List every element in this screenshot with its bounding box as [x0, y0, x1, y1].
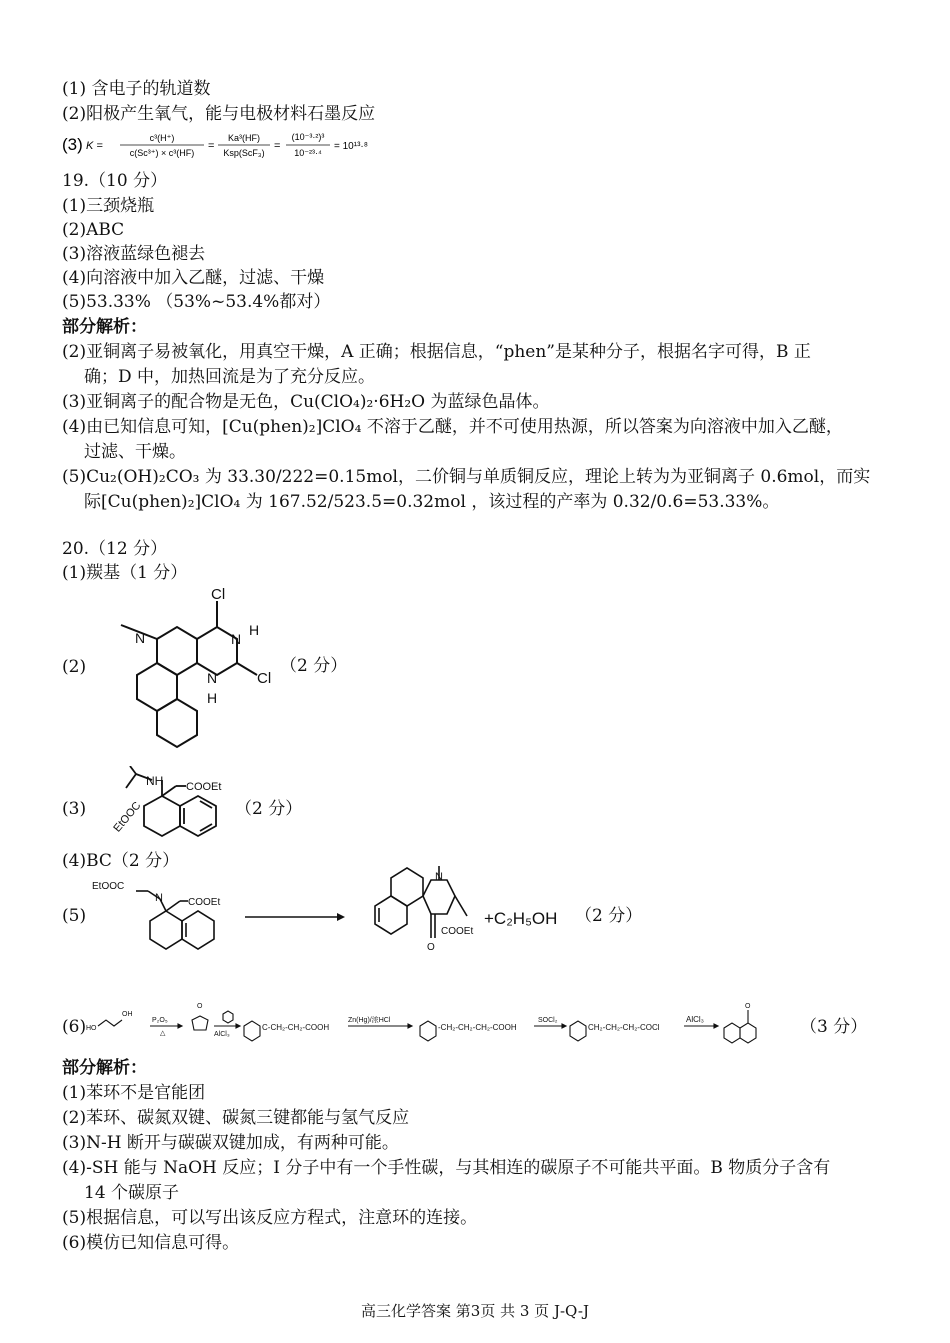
q20-a2-cl-right: Cl — [257, 670, 272, 687]
q20-explain-6: (6)模仿已知信息可得。 — [62, 1233, 240, 1253]
svg-text:=: = — [274, 140, 281, 152]
q20-answer-5-reactant — [92, 877, 232, 961]
q20-a6-int1: C-CH₂-CH₂-COOH — [262, 1023, 330, 1032]
q20-answer-2-label: (2) — [62, 657, 87, 677]
q18-frac2-num: Ka³(HF) — [228, 133, 260, 143]
q20-a6-r4: SOCl₂ — [538, 1017, 558, 1024]
q20-answer-3-structure — [92, 766, 232, 850]
q18-result: = 10¹³·⁸ — [334, 141, 368, 152]
q20-answer-6-route — [86, 998, 786, 1052]
q20-a3-etooc: EtOOC — [111, 799, 144, 835]
q20-a6-int3: CH₂-CH₂-CH₂-COCl — [588, 1023, 660, 1032]
q18-frac3-num: (10⁻³·²)³ — [291, 132, 325, 142]
q18-item2: (2)阳极产生氧气，能与电极材料石墨反应 — [62, 104, 376, 124]
q20-answer-5-score: （2 分） — [575, 906, 643, 926]
q19-heading: 19.（10 分） — [62, 171, 168, 191]
q20-explain-2: (2)苯环、碳氮双键、碳氮三键都能与氢气反应 — [62, 1108, 410, 1128]
q20-answer-5-arrow — [245, 908, 345, 927]
q19-answer-4: (4)向溶液中加入乙醚，过滤、干燥 — [62, 268, 325, 288]
q20-answer-4: (4)BC（2 分） — [62, 851, 180, 871]
q20-a5-cooet: COOEt — [188, 897, 221, 908]
q20-a2-n-left: N — [135, 630, 146, 646]
q20-a5-prod-cooet: COOEt — [441, 926, 474, 937]
q20-answer-5-ethanol: +C₂H₅OH — [484, 909, 558, 928]
q19-explain-4-line1: (4)由已知信息可知，[Cu(phen)₂]ClO₄ 不溶于乙醚，并不可使用热源，所以答案为向溶液中加入乙醚， — [62, 417, 843, 437]
q19-explain-2-line2: 确；D 中，加热回流是为了充分反应。 — [84, 367, 376, 387]
q20-a3-cooet: COOEt — [186, 781, 222, 793]
q19-answer-2: (2)ABC — [62, 220, 125, 240]
q20-a6-r2: AlCl₃ — [214, 1031, 230, 1038]
q20-a2-h-right: H — [249, 622, 260, 638]
q20-answer-6-score: （3 分） — [800, 1017, 868, 1037]
q20-a6-ho: HO — [86, 1025, 97, 1032]
q20-a6-r3: Zn(Hg)/浓HCl — [348, 1017, 391, 1024]
q20-explain-1: (1)苯环不是官能团 — [62, 1083, 206, 1103]
q19-explain-3: (3)亚铜离子的配合物是无色，Cu(ClO₄)₂·6H₂O 为蓝绿色晶体。 — [62, 392, 550, 412]
q20-a2-n-right: N — [231, 631, 242, 647]
q19-answer-1: (1)三颈烧瓶 — [62, 196, 155, 216]
q20-a5-prod-o: O — [427, 942, 435, 953]
q19-analysis-title: 部分解析： — [62, 317, 147, 337]
q18-frac2-den: Ksp(ScF₃) — [223, 148, 265, 158]
q20-answer-3-label: (3) — [62, 799, 87, 819]
q20-a2-h-bottom: H — [207, 690, 218, 706]
page-footer: 高三化学答案 第3页 共 3 页 J-Q-J — [361, 1302, 589, 1320]
q20-explain-5: (5)根据信息，可以写出该反应方程式，注意环的连接。 — [62, 1208, 478, 1228]
q20-answer-5-product — [355, 860, 485, 962]
q18-frac1-den: c(Sc³⁺) × c³(HF) — [129, 148, 195, 158]
q20-a6-oh: OH — [122, 1011, 133, 1018]
q20-explain-4-line1: (4)-SH 能与 NaOH 反应；I 分子中有一个手性碳，与其相连的碳原子不可能共平面。B 物质分子含有 — [62, 1158, 831, 1178]
q20-a2-cl-top: Cl — [211, 586, 226, 603]
q20-answer-2-structure — [85, 585, 285, 754]
q20-answer-1: (1)羰基（1 分） — [62, 563, 188, 583]
q20-a2-n-bottom: N — [207, 670, 218, 686]
q20-answer-3-score: （2 分） — [235, 799, 303, 819]
q18-item1: (1) 含电子的轨道数 — [62, 79, 211, 99]
q18-equilibrium-formula — [62, 128, 402, 166]
q18-frac3-den: 10⁻²³·⁴ — [294, 148, 322, 158]
q20-analysis-title: 部分解析： — [62, 1058, 147, 1078]
q20-a5-n: N — [155, 892, 163, 904]
q20-explain-3: (3)N-H 断开与碳碳双键加成，有两种可能。 — [62, 1133, 399, 1153]
q20-a6-tetralone-o: O — [745, 1003, 751, 1010]
q18-item3-label: (3) — [62, 135, 83, 154]
q18-frac1-num: c³(H⁺) — [149, 133, 175, 143]
q20-a6-r1-cond: △ — [160, 1030, 166, 1037]
q20-answer-5-label: (5) — [62, 906, 87, 926]
svg-text:=: = — [208, 140, 215, 152]
q20-answer-6-label: (6) — [62, 1017, 87, 1037]
q20-a6-r1: P₂O₅ — [152, 1017, 168, 1024]
q20-a6-o: O — [197, 1003, 203, 1010]
q19-answer-3: (3)溶液蓝绿色褪去 — [62, 244, 206, 264]
q20-heading: 20.（12 分） — [62, 539, 168, 559]
q20-a6-int2: -CH₂-CH₂-CH₂-COOH — [438, 1023, 517, 1032]
q19-answer-5: (5)53.33% （53%~53.4%都对） — [62, 292, 331, 312]
q20-a3-nh: NH — [146, 774, 164, 788]
q20-answer-2-score: （2 分） — [280, 656, 348, 676]
q19-explain-5-line1: (5)Cu₂(OH)₂CO₃ 为 33.30/222=0.15mol，二价铜与单质铜反应，理论上转为为亚铜离子 0.6mol，而实 — [62, 467, 871, 487]
q20-a5-prod-n: N — [435, 871, 443, 883]
q18-k: K = — [86, 140, 103, 152]
q19-explain-5-line2: 际[Cu(phen)₂]ClO₄ 为 167.52/523.5=0.32mol ，该过程的产率为 0.32/0.6=53.33%。 — [84, 492, 780, 512]
q19-explain-4-line2: 过滤、干燥。 — [84, 442, 186, 462]
q20-explain-4-line2: 14 个碳原子 — [84, 1183, 180, 1203]
q20-a6-r5: AlCl₃ — [686, 1015, 704, 1024]
q20-a5-etooc: EtOOC — [92, 881, 125, 892]
q19-explain-2-line1: (2)亚铜离子易被氧化，用真空干燥，A 正确；根据信息，“phen”是某种分子，根据名字可得，B 正 — [62, 342, 811, 362]
